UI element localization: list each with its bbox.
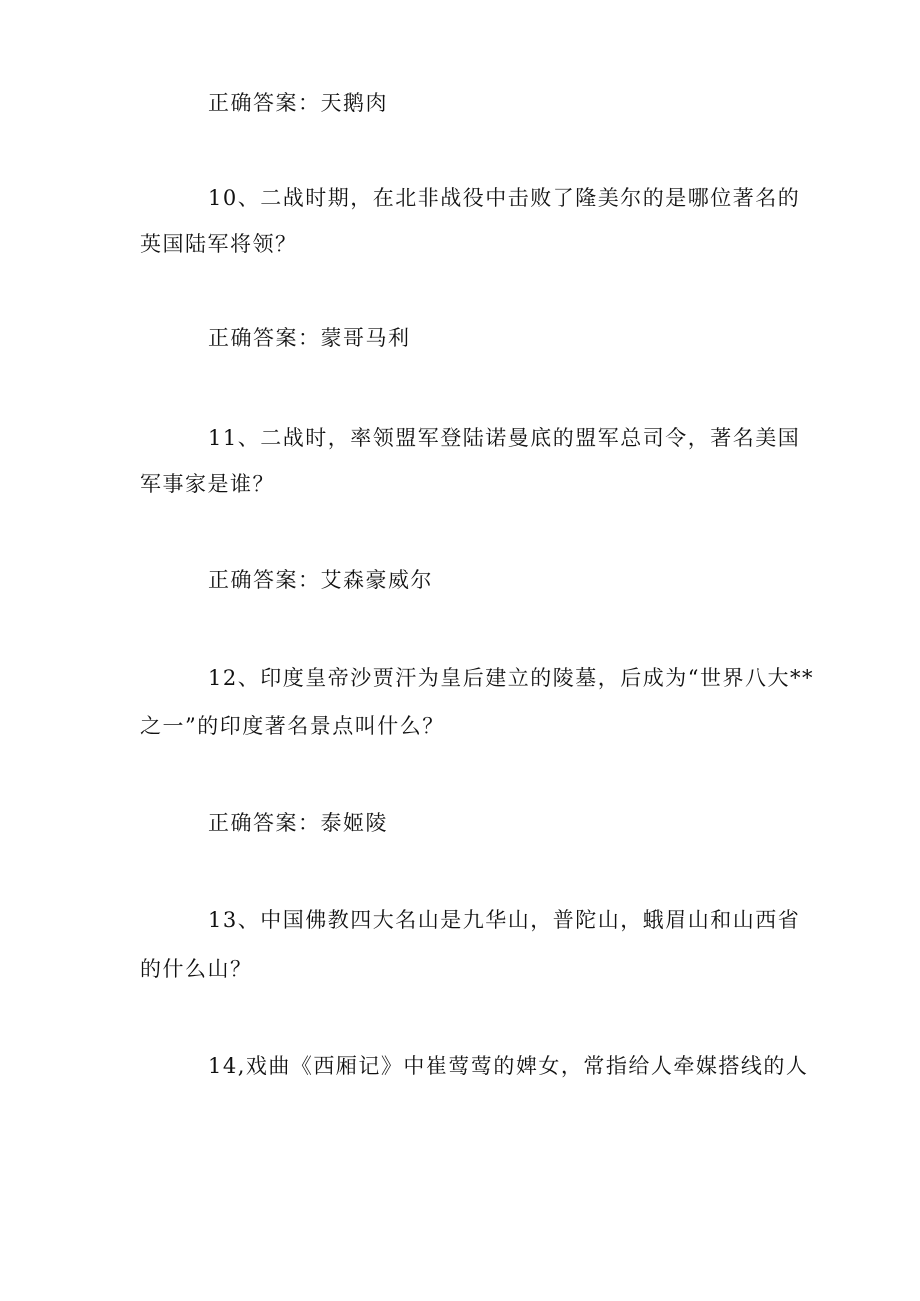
question-12-line-2: 之一”的印度著名景点叫什么？	[140, 714, 445, 738]
answer-12: 正确答案：泰姬陵	[208, 811, 388, 835]
answer-11: 正确答案：艾森豪威尔	[208, 568, 433, 592]
question-10-line-1: 10、二战时期，在北非战役中击败了隆美尔的是哪位著名的	[208, 186, 801, 210]
answer-9: 正确答案：天鹅肉	[208, 91, 388, 115]
question-11-line-1: 11、二战时，率领盟军登陆诺曼底的盟军总司令，著名美国	[208, 426, 801, 450]
question-14-line-1: 14,戏曲《西厢记》中崔莺莺的婢女，常指给人牵媒搭线的人	[208, 1054, 809, 1078]
question-11-line-2: 军事家是谁？	[140, 472, 275, 496]
question-13-line-2: 的什么山？	[140, 957, 253, 981]
question-12-line-1: 12、印度皇帝沙贾汗为皇后建立的陵墓，后成为“世界八大**	[208, 666, 814, 690]
answer-10: 正确答案：蒙哥马利	[208, 326, 411, 350]
question-10-line-2: 英国陆军将领？	[140, 232, 298, 256]
question-13-line-1: 13、中国佛教四大名山是九华山，普陀山，蛾眉山和山西省	[208, 908, 801, 932]
